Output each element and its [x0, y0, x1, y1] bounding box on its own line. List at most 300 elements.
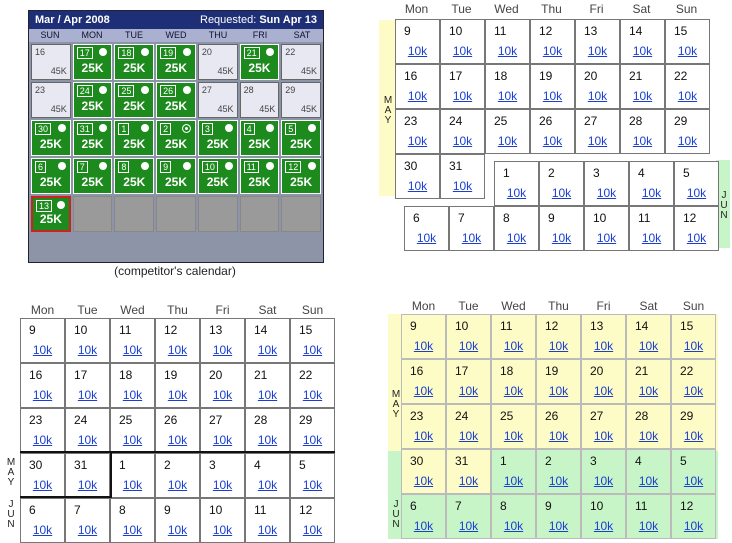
calendar-day-cell[interactable] [110, 408, 155, 453]
price-link[interactable]: 10k [683, 429, 704, 443]
price-link[interactable]: 10k [587, 89, 608, 103]
weekday-label: Wed [494, 2, 519, 16]
calendar-day-cell[interactable] [155, 408, 200, 453]
competitor-day-number: 23 [35, 85, 46, 95]
price-link[interactable]: 10k [122, 433, 143, 447]
calendar-day-cell[interactable] [575, 109, 620, 154]
competitor-day-cell[interactable] [156, 120, 196, 156]
price-link[interactable]: 10k [548, 339, 569, 353]
calendar-day-cell[interactable] [155, 363, 200, 408]
calendar-day-cell[interactable] [581, 494, 626, 539]
price-link[interactable]: 10k [32, 343, 53, 357]
calendar-day-cell[interactable] [620, 109, 665, 154]
calendar-day-cell[interactable] [629, 206, 674, 251]
day-number: 9 [548, 211, 555, 225]
calendar-day-cell[interactable] [485, 109, 530, 154]
price-link[interactable]: 10k [122, 478, 143, 492]
day-number: 10 [593, 211, 607, 225]
weekday-label: Fri [596, 299, 611, 313]
calendar-day-cell[interactable] [491, 404, 536, 449]
calendar-day-cell[interactable] [536, 314, 581, 359]
day-number: 5 [683, 166, 690, 180]
competitor-day-cell[interactable] [73, 158, 113, 194]
price-link[interactable]: 10k [587, 44, 608, 58]
calendar-day-cell[interactable] [671, 494, 716, 539]
price-link[interactable]: 10k [506, 186, 527, 200]
calendar-day-cell[interactable] [395, 109, 440, 154]
calendar-day-cell[interactable] [485, 64, 530, 109]
day-number: 28 [254, 413, 268, 427]
price-link[interactable]: 10k [32, 478, 53, 492]
calendar-day-cell[interactable] [200, 363, 245, 408]
competitor-day-cell[interactable] [31, 158, 71, 194]
calendar-day-cell[interactable] [626, 314, 671, 359]
calendar-day-cell[interactable] [155, 453, 200, 498]
price-link[interactable]: 10k [551, 186, 572, 200]
calendar-day-cell[interactable] [536, 359, 581, 404]
calendar-day-cell[interactable] [626, 359, 671, 404]
price-link[interactable]: 10k [257, 343, 278, 357]
competitor-day-number: 4 [244, 123, 255, 135]
price-link[interactable]: 10k [167, 523, 188, 537]
price-link[interactable]: 10k [413, 474, 434, 488]
price-link[interactable]: 10k [686, 186, 707, 200]
calendar-day-cell[interactable] [581, 314, 626, 359]
calendar-day-cell[interactable] [20, 408, 65, 453]
calendar-day-cell[interactable] [245, 408, 290, 453]
competitor-empty-cell [240, 196, 280, 232]
calendar-day-cell[interactable] [395, 154, 440, 199]
calendar-day-cell[interactable] [536, 449, 581, 494]
price-link[interactable]: 10k [503, 474, 524, 488]
price-link[interactable]: 10k [677, 134, 698, 148]
calendar-day-cell[interactable] [290, 408, 335, 453]
price-link[interactable]: 10k [548, 474, 569, 488]
day-number: 16 [404, 69, 418, 83]
calendar-day-cell[interactable] [155, 498, 200, 543]
competitor-day-cell[interactable] [240, 120, 280, 156]
calendar-day-cell[interactable] [440, 19, 485, 64]
calendar-day-cell[interactable] [671, 359, 716, 404]
price-link[interactable]: 10k [458, 519, 479, 533]
calendar-day-cell[interactable] [491, 449, 536, 494]
price-link[interactable]: 10k [683, 519, 704, 533]
price-link[interactable]: 10k [77, 478, 98, 492]
calendar-day-cell[interactable] [674, 206, 719, 251]
price-link[interactable]: 10k [497, 89, 518, 103]
calendar-day-cell[interactable] [530, 64, 575, 109]
price-link[interactable]: 10k [542, 134, 563, 148]
price-link[interactable]: 10k [257, 433, 278, 447]
calendar-day-cell[interactable] [65, 498, 110, 543]
calendar-day-cell[interactable] [665, 109, 710, 154]
calendar-day-cell[interactable] [494, 206, 539, 251]
price-link[interactable]: 10k [302, 433, 323, 447]
calendar-day-cell[interactable] [200, 453, 245, 498]
calendar-day-cell[interactable] [65, 318, 110, 363]
calendar-day-cell[interactable] [620, 64, 665, 109]
price-link[interactable]: 10k [407, 134, 428, 148]
calendar-day-cell[interactable] [491, 359, 536, 404]
calendar-day-cell[interactable] [20, 453, 65, 498]
day-number: 12 [683, 211, 697, 225]
day-number: 7 [458, 211, 465, 225]
price-link[interactable]: 10k [593, 339, 614, 353]
price-link[interactable]: 10k [497, 134, 518, 148]
calendar-day-cell[interactable] [446, 404, 491, 449]
weekday-label: Sun [682, 299, 705, 313]
price-link[interactable]: 10k [461, 231, 482, 245]
competitor-caption: (competitor's calendar) [114, 264, 236, 278]
calendar-day-cell[interactable] [485, 19, 530, 64]
competitor-day-cell[interactable] [31, 196, 71, 232]
price-link[interactable]: 10k [32, 388, 53, 402]
competitor-day-cell[interactable] [281, 120, 321, 156]
price-link[interactable]: 10k [677, 89, 698, 103]
price-link[interactable]: 10k [503, 519, 524, 533]
price-link[interactable]: 10k [458, 339, 479, 353]
competitor-day-cell[interactable] [73, 120, 113, 156]
day-number: 25 [494, 114, 508, 128]
day-number: 26 [545, 409, 559, 423]
price-link[interactable]: 10k [551, 231, 572, 245]
day-number: 30 [29, 458, 43, 472]
day-number: 13 [209, 323, 223, 337]
day-number: 11 [119, 323, 132, 337]
day-number: 1 [119, 458, 126, 472]
day-number: 25 [500, 409, 514, 423]
price-link[interactable]: 10k [212, 388, 233, 402]
price-link[interactable]: 10k [503, 384, 524, 398]
competitor-day-number: 13 [36, 200, 52, 212]
calendar-day-cell[interactable] [245, 363, 290, 408]
day-number: 9 [410, 319, 417, 333]
calendar-day-cell[interactable] [200, 498, 245, 543]
calendar-day-cell[interactable] [449, 206, 494, 251]
price-link[interactable]: 10k [452, 179, 473, 193]
day-number: 10 [449, 24, 463, 38]
price-link[interactable]: 10k [548, 429, 569, 443]
competitor-day-price: 25K [248, 137, 271, 151]
calendar-day-cell[interactable] [446, 494, 491, 539]
day-number: 6 [410, 499, 417, 513]
price-link[interactable]: 10k [257, 478, 278, 492]
competitor-day-cell[interactable] [114, 44, 154, 80]
calendar-day-cell[interactable] [395, 64, 440, 109]
competitor-day-cell [198, 82, 238, 118]
competitor-day-cell[interactable] [31, 120, 71, 156]
competitor-day-cell[interactable] [281, 158, 321, 194]
calendar-day-cell[interactable] [584, 206, 629, 251]
calendar-day-cell[interactable] [20, 498, 65, 543]
weekday-label: Thu [541, 2, 562, 16]
price-link[interactable]: 10k [407, 179, 428, 193]
day-number: 4 [638, 166, 645, 180]
price-link[interactable]: 10k [593, 384, 614, 398]
price-link[interactable]: 10k [683, 384, 704, 398]
price-link[interactable]: 10k [452, 89, 473, 103]
price-link[interactable]: 10k [632, 44, 653, 58]
calendar-day-cell[interactable] [446, 314, 491, 359]
calendar-day-cell[interactable] [404, 206, 449, 251]
month-label-jun: J U N [7, 499, 15, 530]
price-link[interactable]: 10k [548, 384, 569, 398]
competitor-day-price: 25K [164, 137, 187, 151]
competitor-day-number: 16 [35, 47, 46, 57]
calendar-day-cell[interactable] [110, 363, 155, 408]
price-link[interactable]: 10k [638, 474, 659, 488]
day-number: 26 [164, 413, 178, 427]
price-link[interactable]: 10k [212, 343, 233, 357]
price-link[interactable]: 10k [638, 384, 659, 398]
price-link[interactable]: 10k [212, 433, 233, 447]
calendar-day-cell[interactable] [440, 109, 485, 154]
price-link[interactable]: 10k [503, 339, 524, 353]
competitor-day-cell[interactable] [240, 158, 280, 194]
calendar-day-cell[interactable] [671, 449, 716, 494]
day-number: 13 [590, 319, 604, 333]
price-link[interactable]: 10k [677, 44, 698, 58]
calendar-day-cell[interactable] [290, 363, 335, 408]
competitor-day-cell[interactable] [114, 120, 154, 156]
calendar-day-cell[interactable] [440, 64, 485, 109]
competitor-day-price: 25K [123, 99, 146, 113]
weekday-label: Mon [411, 299, 436, 313]
price-link[interactable]: 10k [632, 89, 653, 103]
availability-dot-icon [99, 162, 107, 170]
calendar-day-cell[interactable] [245, 498, 290, 543]
price-link[interactable]: 10k [302, 478, 323, 492]
competitor-day-cell[interactable] [240, 44, 280, 80]
price-link[interactable]: 10k [641, 186, 662, 200]
price-link[interactable]: 10k [212, 478, 233, 492]
price-link[interactable]: 10k [122, 523, 143, 537]
price-link[interactable]: 10k [407, 89, 428, 103]
calendar-day-cell[interactable] [494, 161, 539, 206]
competitor-day-cell[interactable] [198, 158, 238, 194]
competitor-day-cell[interactable] [156, 158, 196, 194]
price-link[interactable]: 10k [593, 519, 614, 533]
availability-dot-icon [58, 162, 66, 170]
price-link[interactable]: 10k [542, 89, 563, 103]
competitor-day-price: 25K [39, 175, 62, 189]
day-number: 12 [164, 323, 178, 337]
calendar-day-cell[interactable] [20, 318, 65, 363]
calendar-day-cell[interactable] [530, 109, 575, 154]
price-link[interactable]: 10k [257, 523, 278, 537]
day-number: 14 [629, 24, 643, 38]
calendar-day-cell[interactable] [665, 64, 710, 109]
calendar-day-cell[interactable] [110, 498, 155, 543]
calendar-day-cell[interactable] [290, 453, 335, 498]
calendar-day-cell[interactable] [65, 408, 110, 453]
competitor-day-number: 20 [201, 47, 212, 57]
calendar-day-cell[interactable] [671, 314, 716, 359]
calendar-day-cell[interactable] [575, 19, 620, 64]
price-link[interactable]: 10k [503, 429, 524, 443]
day-number: 11 [635, 499, 648, 513]
calendar-day-cell[interactable] [665, 19, 710, 64]
competitor-weekday: FRI [252, 30, 268, 40]
price-link[interactable]: 10k [638, 429, 659, 443]
calendar-day-cell[interactable] [401, 494, 446, 539]
price-link[interactable]: 10k [632, 134, 653, 148]
price-link[interactable]: 10k [77, 523, 98, 537]
calendar-day-cell[interactable] [629, 161, 674, 206]
day-number: 8 [503, 211, 510, 225]
day-number: 15 [674, 24, 688, 38]
calendar-day-cell[interactable] [245, 453, 290, 498]
calendar-day-cell[interactable] [581, 404, 626, 449]
price-link[interactable]: 10k [416, 231, 437, 245]
price-link[interactable]: 10k [548, 519, 569, 533]
price-link[interactable]: 10k [413, 519, 434, 533]
calendar-day-cell[interactable] [536, 494, 581, 539]
price-link[interactable]: 10k [452, 134, 473, 148]
calendar-day-cell[interactable] [530, 19, 575, 64]
calendar-day-cell[interactable] [65, 453, 110, 498]
price-link[interactable]: 10k [686, 231, 707, 245]
calendar-day-cell[interactable] [539, 206, 584, 251]
price-link[interactable]: 10k [167, 388, 188, 402]
price-link[interactable]: 10k [77, 343, 98, 357]
calendar-day-cell[interactable] [491, 494, 536, 539]
competitor-day-cell[interactable] [156, 82, 196, 118]
price-link[interactable]: 10k [641, 231, 662, 245]
price-link[interactable]: 10k [77, 433, 98, 447]
price-link[interactable]: 10k [32, 433, 53, 447]
price-link[interactable]: 10k [596, 186, 617, 200]
price-link[interactable]: 10k [506, 231, 527, 245]
competitor-day-price: 25K [164, 175, 187, 189]
price-link[interactable]: 10k [542, 44, 563, 58]
calendar-day-cell[interactable] [401, 449, 446, 494]
day-number: 18 [500, 364, 514, 378]
calendar-day-cell[interactable] [536, 404, 581, 449]
competitor-weekday: THU [208, 30, 228, 40]
price-link[interactable]: 10k [302, 388, 323, 402]
competitor-day-number: 31 [77, 123, 93, 135]
price-link[interactable]: 10k [458, 429, 479, 443]
calendar-day-cell[interactable] [65, 363, 110, 408]
calendar-day-cell[interactable] [401, 404, 446, 449]
price-link[interactable]: 10k [302, 523, 323, 537]
calendar-day-cell[interactable] [200, 318, 245, 363]
calendar-day-cell[interactable] [626, 404, 671, 449]
calendar-day-cell[interactable] [674, 161, 719, 206]
price-link[interactable]: 10k [587, 134, 608, 148]
calendar-day-cell[interactable] [110, 318, 155, 363]
day-number: 7 [74, 503, 81, 517]
price-link[interactable]: 10k [593, 429, 614, 443]
calendar-day-cell[interactable] [110, 453, 155, 498]
competitor-day-price: 25K [123, 61, 146, 75]
calendar-day-cell[interactable] [401, 314, 446, 359]
price-link[interactable]: 10k [596, 231, 617, 245]
calendar-day-cell[interactable] [581, 449, 626, 494]
competitor-day-number: 7 [77, 161, 88, 173]
price-link[interactable]: 10k [458, 474, 479, 488]
availability-dot-icon [266, 48, 274, 56]
day-number: 29 [680, 409, 694, 423]
calendar-day-cell[interactable] [290, 318, 335, 363]
price-link[interactable]: 10k [413, 339, 434, 353]
calendar-day-cell[interactable] [626, 449, 671, 494]
calendar-day-cell[interactable] [446, 449, 491, 494]
calendar-day-cell[interactable] [584, 161, 629, 206]
calendar-day-cell[interactable] [245, 318, 290, 363]
price-link[interactable]: 10k [413, 429, 434, 443]
calendar-day-cell[interactable] [626, 494, 671, 539]
calendar-day-cell[interactable] [446, 359, 491, 404]
competitor-day-cell[interactable] [73, 44, 113, 80]
price-link[interactable]: 10k [458, 384, 479, 398]
competitor-day-number: 6 [35, 161, 46, 173]
calendar-day-cell[interactable] [200, 408, 245, 453]
day-number: 16 [29, 368, 43, 382]
price-link[interactable]: 10k [212, 523, 233, 537]
month-divider-line [20, 496, 112, 498]
calendar-day-cell[interactable] [620, 19, 665, 64]
price-link[interactable]: 10k [302, 343, 323, 357]
price-link[interactable]: 10k [77, 388, 98, 402]
price-link[interactable]: 10k [683, 339, 704, 353]
calendar-day-cell[interactable] [401, 359, 446, 404]
month-label-jun: J U N [392, 499, 400, 530]
day-number: 19 [545, 364, 559, 378]
calendar-day-cell[interactable] [440, 154, 485, 199]
calendar-day-cell[interactable] [395, 19, 440, 64]
price-link[interactable]: 10k [122, 343, 143, 357]
competitor-day-cell[interactable] [73, 82, 113, 118]
competitor-day-cell[interactable] [114, 158, 154, 194]
price-link[interactable]: 10k [257, 388, 278, 402]
price-link[interactable]: 10k [497, 44, 518, 58]
price-link[interactable]: 10k [122, 388, 143, 402]
price-link[interactable]: 10k [593, 474, 614, 488]
calendar-day-cell[interactable] [20, 363, 65, 408]
availability-dot-icon [266, 162, 274, 170]
calendar-day-cell[interactable] [575, 64, 620, 109]
calendar-day-cell[interactable] [491, 314, 536, 359]
price-link[interactable]: 10k [413, 384, 434, 398]
calendar-day-cell[interactable] [155, 318, 200, 363]
price-link[interactable]: 10k [638, 339, 659, 353]
price-link[interactable]: 10k [167, 478, 188, 492]
competitor-day-cell[interactable] [156, 44, 196, 80]
competitor-day-price: 25K [290, 137, 313, 151]
calendar-day-cell[interactable] [581, 359, 626, 404]
price-link[interactable]: 10k [167, 433, 188, 447]
day-number: 6 [29, 503, 36, 517]
competitor-day-cell[interactable] [114, 82, 154, 118]
price-link[interactable]: 10k [32, 523, 53, 537]
price-link[interactable]: 10k [452, 44, 473, 58]
calendar-day-cell[interactable] [671, 404, 716, 449]
price-link[interactable]: 10k [407, 44, 428, 58]
weekday-label: Sat [632, 2, 651, 16]
weekday-label: Tue [451, 2, 472, 16]
price-link[interactable]: 10k [638, 519, 659, 533]
price-link[interactable]: 10k [167, 343, 188, 357]
competitor-day-number: 10 [202, 161, 218, 173]
competitor-day-cell[interactable] [198, 120, 238, 156]
month-divider-line [20, 451, 335, 453]
price-link[interactable]: 10k [683, 474, 704, 488]
calendar-day-cell[interactable] [539, 161, 584, 206]
day-number: 10 [590, 499, 604, 513]
calendar-day-cell[interactable] [290, 498, 335, 543]
